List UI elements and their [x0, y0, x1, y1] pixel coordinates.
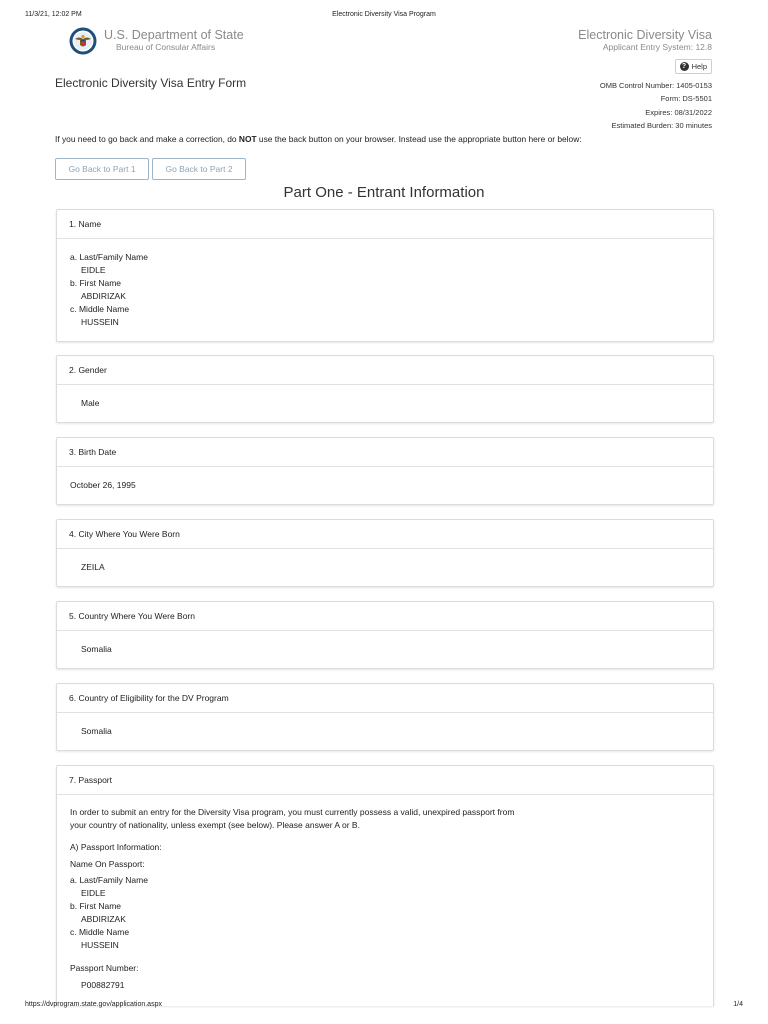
- panel-heading: 2. Gender: [57, 356, 713, 385]
- department-name: U.S. Department of State: [104, 28, 244, 42]
- print-url: https://dvprogram.state.gov/application.aspx: [25, 1001, 162, 1008]
- birth-city-panel: [56, 519, 714, 587]
- panel-heading: 6. Country of Eligibility for the DV Program: [57, 684, 713, 713]
- print-page-title: Electronic Diversity Visa Program: [332, 11, 436, 18]
- panel-heading: 5. Country Where You Were Born: [57, 602, 713, 631]
- system-version: Applicant Entry System: 12.8: [602, 42, 712, 52]
- first-name-label: b. First Name: [70, 278, 122, 288]
- gender-panel: [56, 355, 714, 423]
- print-page-number: 1/4: [733, 1001, 743, 1008]
- last-name-label: a. Last/Family Name: [70, 252, 148, 262]
- panel-heading: 7. Passport: [57, 766, 713, 795]
- panel-heading: 1. Name: [57, 210, 713, 239]
- passport-intro-continued: your country of nationality, unless exempt (see below). Please answer A or B.: [70, 820, 360, 830]
- passport-last-name-label: a. Last/Family Name: [70, 875, 148, 885]
- birth-city-value: ZEILA: [81, 562, 105, 572]
- birth-date-value: October 26, 1995: [70, 480, 136, 490]
- last-name-value: EIDLE: [81, 265, 106, 275]
- question-icon: ?: [680, 62, 689, 71]
- form-title: Electronic Diversity Visa Entry Form: [55, 76, 247, 90]
- name-on-passport-label: Name On Passport:: [70, 859, 145, 869]
- passport-first-name-value: ABDIRIZAK: [81, 914, 126, 924]
- passport-number-value: P00882791: [81, 980, 125, 990]
- passport-middle-name-value: HUSSEIN: [81, 940, 119, 950]
- first-name-value: ABDIRIZAK: [81, 291, 126, 301]
- middle-name-value: HUSSEIN: [81, 317, 119, 327]
- passport-number-label: Passport Number:: [70, 963, 139, 973]
- print-datetime: 11/3/21, 12:02 PM: [25, 11, 82, 18]
- passport-info-label: A) Passport Information:: [70, 842, 162, 852]
- passport-intro: In order to submit an entry for the Diversity Visa program, you must currently possess a valid, unexpired passport from: [70, 807, 515, 817]
- program-name: Electronic Diversity Visa: [578, 28, 712, 42]
- help-button[interactable]: [675, 59, 712, 74]
- eligibility-country-panel: [56, 683, 714, 751]
- form-metadata: [600, 79, 712, 132]
- not-emphasis: NOT: [238, 134, 257, 144]
- birth-date-panel: [56, 437, 714, 505]
- expiration-date: Expires: 08/31/2022: [645, 107, 712, 117]
- state-department-seal-icon: [69, 27, 97, 55]
- name-panel: [56, 209, 714, 342]
- panel-heading: 4. City Where You Were Born: [57, 520, 713, 549]
- birth-country-panel: [56, 601, 714, 669]
- form-number: Form: DS-5501: [660, 94, 712, 104]
- go-back-part-2-button[interactable]: Go Back to Part 2: [152, 158, 246, 180]
- estimated-burden: Estimated Burden: 30 minutes: [611, 120, 712, 130]
- go-back-part-1-button[interactable]: Go Back to Part 1: [55, 158, 149, 180]
- passport-first-name-label: b. First Name: [70, 901, 122, 911]
- bureau-name: Bureau of Consular Affairs: [116, 42, 216, 52]
- passport-last-name-value: EIDLE: [81, 888, 106, 898]
- back-instructions: If you need to go back and make a correction, do NOT use the back button on your browser. Instead use the appropriate button here or below:: [55, 134, 582, 144]
- birth-country-value: Somalia: [81, 644, 112, 654]
- help-label: Help: [691, 62, 707, 71]
- omb-control-number: OMB Control Number: 1405-0153: [599, 81, 712, 90]
- passport-panel: [56, 765, 714, 1006]
- passport-middle-name-label: c. Middle Name: [70, 927, 130, 937]
- middle-name-label: c. Middle Name: [70, 304, 130, 314]
- gender-value: Male: [81, 398, 100, 408]
- part-title: Part One - Entrant Information: [283, 184, 485, 201]
- panel-heading: 3. Birth Date: [57, 438, 713, 467]
- print-header: [25, 11, 743, 23]
- eligibility-country-value: Somalia: [81, 726, 112, 736]
